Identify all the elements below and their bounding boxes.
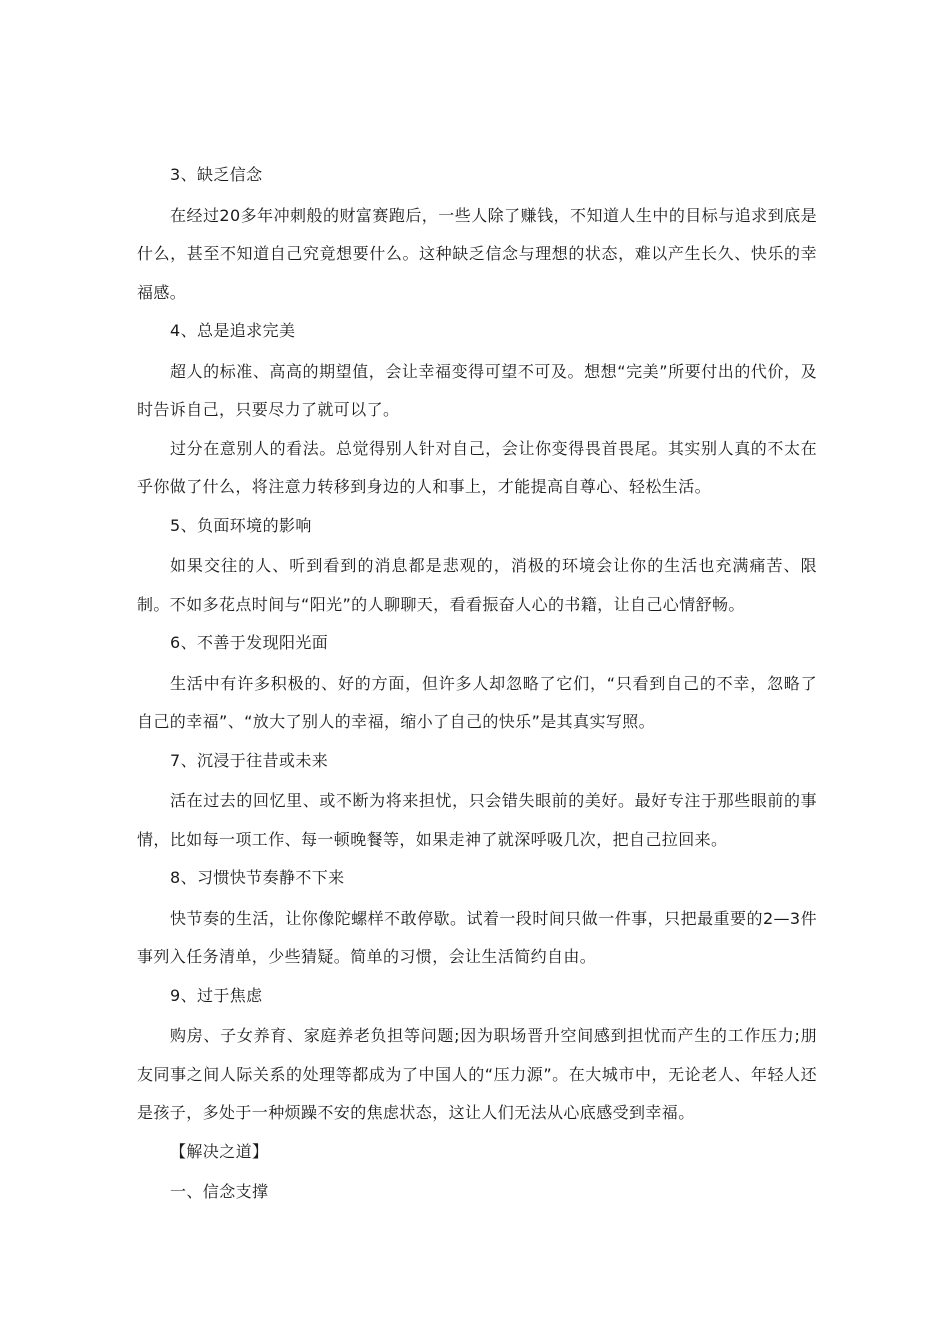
paragraph: 过分在意别人的看法。总觉得别人针对自己，会让你变得畏首畏尾。其实别人真的不太在乎你做了什么，将注意力转移到身边的人和事上，才能提高自尊心、轻松生活。: [137, 438, 817, 496]
paragraph: 购房、子女养育、家庭养老负担等问题;因为职场晋升空间感到担忧而产生的工作压力;朋友同事之间人际关系的处理等都成为了中国人的“压力源”。在大城市中，无论老人、年轻人还是孩子，多处于一种烦躁不安的焦虑状态，这让人们无法从心底感受到幸福。: [137, 1026, 817, 1122]
section-heading-6: 6、不善于发现阳光面: [170, 633, 329, 652]
document-body: [137, 156, 817, 1214]
solutions-heading: 【解决之道】: [170, 1141, 269, 1161]
section-heading-9: 9、过于焦虑: [170, 985, 263, 1005]
section-heading-3: 3、缺乏信念: [170, 165, 263, 184]
paragraph: 活在过去的回忆里、或不断为将来担忧，只会错失眼前的美好。最好专注于那些眼前的事情，比如每一项工作、每一顿晚餐等，如果走神了就深呼吸几次，把自己拉回来。: [137, 791, 817, 849]
paragraph: 超人的标准、高高的期望值，会让幸福变得可望不可及。想想“完美”所要付出的代价，及时告诉自己，只要尽力了就可以了。: [137, 361, 817, 419]
section-heading-8: 8、习惯快节奏静不下来: [170, 868, 345, 887]
paragraph: 生活中有许多积极的、好的方面，但许多人却忽略了它们，“只看到自己的不幸，忽略了自己的幸福”、“放大了别人的幸福，缩小了自己的快乐”是其真实写照。: [137, 673, 817, 731]
section-heading-5: 5、负面环境的影响: [170, 515, 312, 535]
section-heading-7: 7、沉浸于往昔或未来: [170, 750, 329, 770]
section-heading-4: 4、总是追求完美: [170, 321, 296, 340]
paragraph: 如果交往的人、听到看到的消息都是悲观的，消极的环境会让你的生活也充满痛苦、限制。不如多花点时间与“阳光”的人聊聊天，看看振奋人心的书籍，让自己心情舒畅。: [137, 556, 817, 614]
subheading-belief-support: 一、信念支撑: [170, 1182, 269, 1201]
paragraph: 在经过20多年冲刺般的财富赛跑后，一些人除了赚钱，不知道人生中的目标与追求到底是什么，甚至不知道自己究竟想要什么。这种缺乏信念与理想的状态，难以产生长久、快乐的幸福感。: [137, 205, 817, 302]
paragraph: 快节奏的生活，让你像陀螺样不敢停歇。试着一段时间只做一件事，只把最重要的2—3件事列入任务清单，少些猜疑。简单的习惯，会让生活简约自由。: [137, 908, 817, 966]
